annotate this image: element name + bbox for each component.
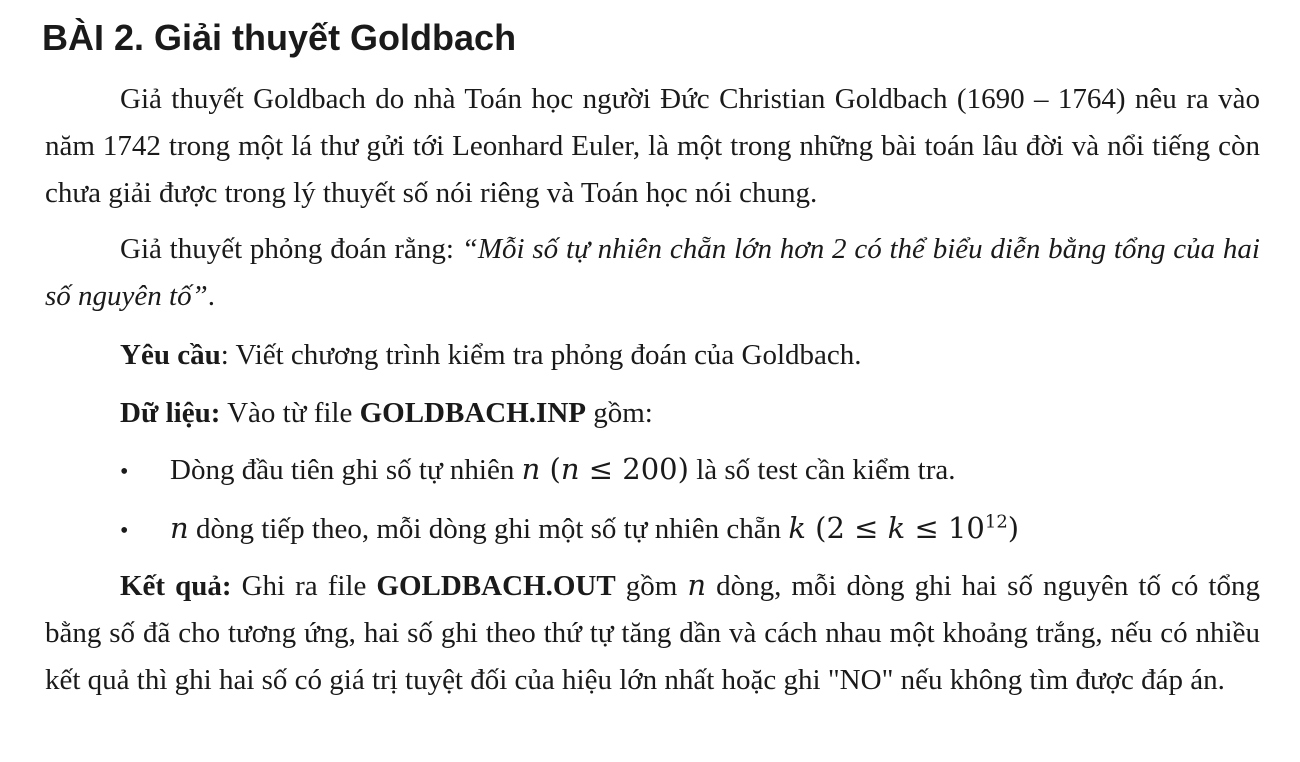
intro-paragraph: Giả thuyết Goldbach do nhà Toán học người Đức Christian Goldbach (1690 – 1764) nêu ra vào năm 1742 trong một lá thư gửi tới Leonhard Euler, là một trong những bài toán lâu đời và nổi tiếng còn chưa giải được trong lý thuyết số nói riêng và Toán học nói chung. [45, 83, 1260, 209]
bullet-2-var: n [170, 511, 189, 545]
output-text-3: dòng, mỗi dòng ghi hai số nguyên tố có tổng bằng số đã cho tương ứng, hai số ghi theo thứ tự tăng dần và cách nhau một khoảng trắng, nếu có nhiều kết quả thì ghi hai số có giá trị tuyệt đối của hiệu lớn nhất hoặc ghi "NO" nếu không tìm được đáp án. [45, 570, 1260, 696]
input-file-name: GOLDBACH.INP [359, 397, 586, 429]
bullet-2-math-open: (2 ≤ [805, 511, 888, 545]
input-label: Dữ liệu: [120, 397, 221, 429]
conjecture-lead: Giả thuyết phỏng đoán rằng: [120, 233, 462, 265]
bullet-2-exponent: 12 [984, 511, 1008, 533]
output-var: n [687, 568, 707, 602]
bullet-1-math-rest: ≤ 200) [579, 452, 689, 486]
input-bullet-1 [120, 446, 956, 496]
bullet-2-math-mid: ≤ 10 [905, 511, 985, 545]
output-label: Kết quả: [120, 570, 232, 602]
bullet-icon: • [120, 459, 129, 485]
conjecture-paragraph [45, 226, 1260, 320]
bullet-1-post: là số test cần kiểm tra. [688, 454, 956, 486]
bullet-2-var-k: k [788, 511, 806, 545]
conjecture-quote: “Mỗi số tự nhiên chẵn lớn hơn 2 có thể biểu diễn bằng tổng của hai số nguyên tố” [45, 233, 1260, 312]
output-paragraph [45, 562, 1260, 704]
input-text-1: Vào từ file [220, 397, 360, 429]
requirement-text: : Viết chương trình kiểm tra phỏng đoán của Goldbach. [220, 339, 862, 371]
bullet-2-math-close: ) [1007, 511, 1020, 545]
requirement-label: Yêu cầu [120, 339, 221, 371]
bullet-1-math-open: ( [540, 452, 561, 486]
conjecture-end: . [207, 280, 215, 312]
bullet-2-math-var: k [887, 511, 906, 545]
input-bullet-2 [120, 505, 1019, 555]
input-line [120, 390, 653, 437]
page-title: BÀI 2. Giải thuyết Goldbach [42, 17, 517, 58]
output-text-2: gồm [615, 570, 688, 602]
requirement-line [120, 332, 862, 379]
output-text-1: Ghi ra file [231, 570, 377, 602]
input-text-2: gồm: [585, 397, 653, 429]
bullet-1-math-var: n [560, 452, 580, 486]
bullet-icon: • [120, 518, 129, 544]
bullet-1-var: n [521, 452, 541, 486]
output-file-name: GOLDBACH.OUT [376, 570, 616, 602]
bullet-2-pre: dòng tiếp theo, mỗi dòng ghi một số tự nhiên chẵn [188, 513, 789, 545]
bullet-1-pre: Dòng đầu tiên ghi số tự nhiên [170, 454, 522, 486]
